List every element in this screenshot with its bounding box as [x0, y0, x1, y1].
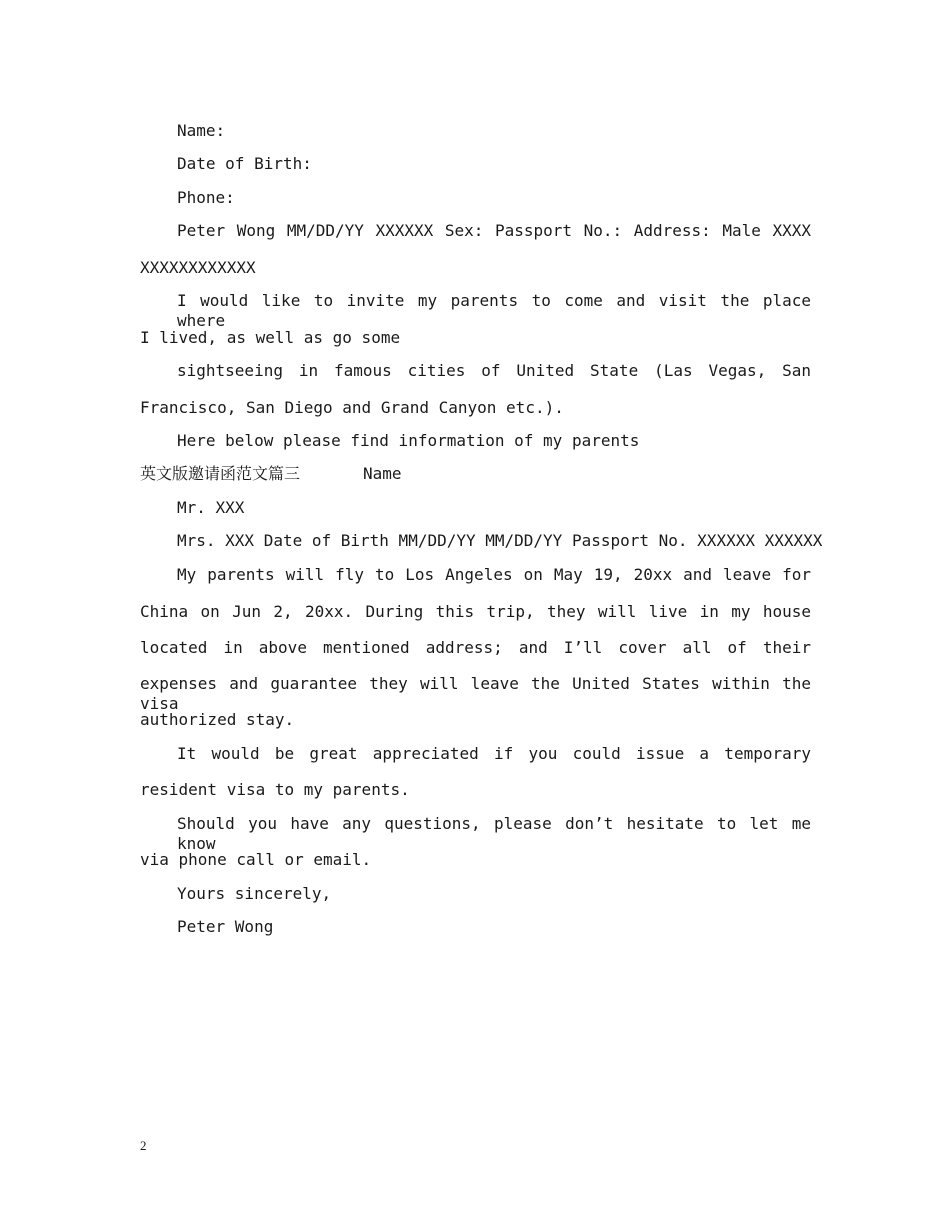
applicant-info-line-cont: XXXXXXXXXXXX — [140, 258, 256, 277]
paragraph-contact-line: Should you have any questions, please don’t hesitate to let me know — [177, 814, 811, 853]
paragraph-travel-line: expenses and guarantee they will leave the United States within the visa — [140, 674, 811, 713]
parents-name-header: Name — [363, 464, 402, 483]
signature-name: Peter Wong — [177, 917, 274, 936]
paragraph-invite-line: sightseeing in famous cities of United State (Las Vegas, San — [177, 361, 811, 380]
closing-salutation: Yours sincerely, — [177, 884, 332, 903]
phone-label: Phone: — [177, 188, 235, 207]
father-name: Mr. XXX — [177, 498, 245, 517]
applicant-info-line: Peter Wong MM/DD/YY XXXXXX Sex: Passport No.: Address: Male XXXX — [177, 221, 811, 240]
page-number: 2 — [140, 1138, 147, 1153]
paragraph-invite-line: Francisco, San Diego and Grand Canyon etc.). — [140, 398, 564, 417]
cjk-section-heading: 英文版邀请函范文篇三 — [140, 464, 301, 483]
paragraph-contact-line: via phone call or email. — [140, 850, 372, 869]
name-label: Name: — [177, 121, 226, 140]
paragraph-request-line: resident visa to my parents. — [140, 780, 410, 799]
paragraph-travel-line: authorized stay. — [140, 710, 295, 729]
paragraph-invite-line: I would like to invite my parents to come and visit the place where — [177, 291, 811, 330]
parents-info-intro: Here below please find information of my parents — [177, 431, 640, 450]
paragraph-travel-line: My parents will fly to Los Angeles on May 19, 20xx and leave for — [177, 565, 811, 584]
paragraph-travel-line: China on Jun 2, 20xx. During this trip, they will live in my house — [140, 602, 811, 621]
dob-label: Date of Birth: — [177, 154, 312, 173]
paragraph-invite-line: I lived, as well as go some — [140, 328, 401, 347]
mother-info-line: Mrs. XXX Date of Birth MM/DD/YY MM/DD/YY Passport No. XXXXXX XXXXXX — [177, 531, 823, 550]
paragraph-request-line: It would be great appreciated if you could issue a temporary — [177, 744, 811, 763]
paragraph-travel-line: located in above mentioned address; and I’ll cover all of their — [140, 638, 811, 657]
